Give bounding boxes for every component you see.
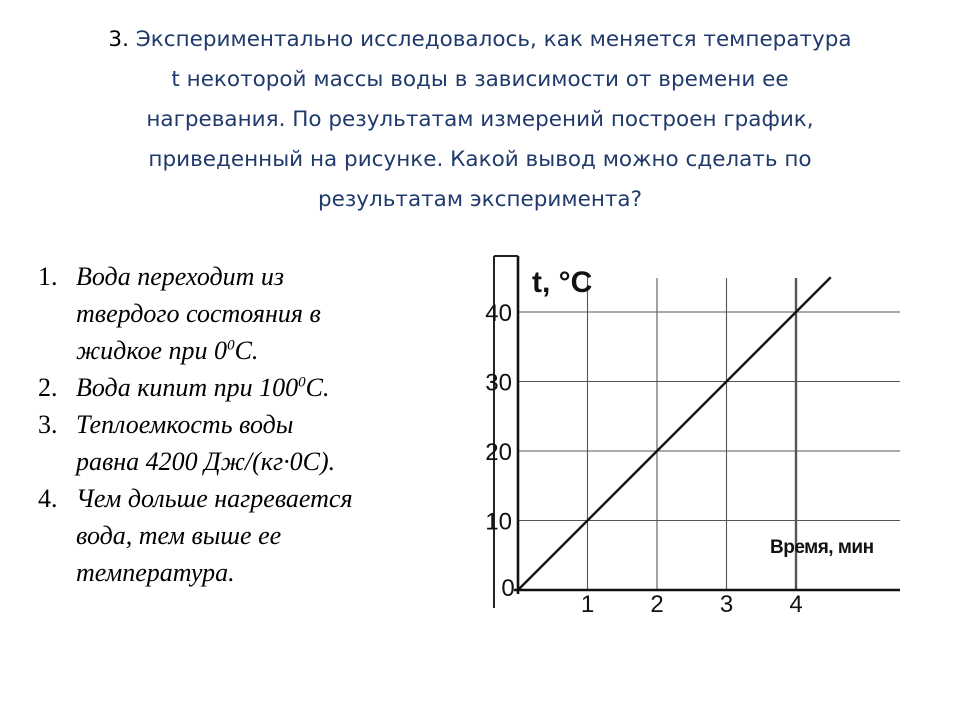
x-tick-label: 0 <box>501 575 515 602</box>
y-tick-label: 30 <box>485 369 512 397</box>
question-line-2: t некоторой массы воды в зависимости от времени ее <box>171 67 789 92</box>
answer-text-tail: С. <box>234 336 259 365</box>
x-axis-label: Время, мин <box>770 537 874 558</box>
chart-svg <box>474 248 900 620</box>
answer-line: Теплоемкость воды <box>76 410 294 439</box>
answer-list <box>38 258 448 591</box>
question-text <box>60 20 900 220</box>
answer-number: 4. <box>38 484 58 513</box>
degree-superscript: 0 <box>298 374 306 391</box>
x-tick-label: 1 <box>580 591 595 618</box>
y-tick-label: 10 <box>485 508 512 536</box>
answer-line: твердого состояния в <box>76 299 321 328</box>
x-tick-label: 3 <box>719 591 734 618</box>
y-axis-label: t, °C <box>532 266 593 299</box>
x-tick-label: 4 <box>789 591 803 618</box>
question-line <box>60 20 900 60</box>
answer-number: 2. <box>38 373 58 402</box>
answer-line: вода, тем выше ее <box>76 521 282 550</box>
answer-option-4[interactable] <box>38 480 448 591</box>
answer-number: 3. <box>38 410 58 439</box>
answer-text: жидкое при 0 <box>76 336 228 365</box>
question-line-1: Экспериментально исследовалось, как меняется температура <box>135 27 852 52</box>
answer-option-2[interactable] <box>38 369 448 406</box>
answer-line: температура. <box>76 558 235 587</box>
answer-line: равна 4200 Дж/(кг·0С). <box>76 447 336 476</box>
answer-option-1[interactable] <box>38 258 448 369</box>
x-tick-label: 2 <box>650 591 664 618</box>
answer-number: 1. <box>38 262 58 291</box>
answer-line: Вода переходит из <box>76 262 285 291</box>
question-number: 3. <box>108 27 129 52</box>
question-line-3: нагревания. По результатам измерений построен график, <box>146 107 814 132</box>
answer-line: Чем дольше нагревается <box>76 484 353 513</box>
tick-labels <box>485 300 802 618</box>
y-tick-label: 20 <box>485 439 512 466</box>
answer-text: Вода кипит при 100 <box>76 373 299 402</box>
answer-text-tail: С. <box>305 373 330 402</box>
degree-superscript: 0 <box>227 337 235 354</box>
temperature-graph <box>474 248 900 620</box>
y-tick-label: 40 <box>485 300 512 327</box>
answer-option-3[interactable] <box>38 406 448 480</box>
answer-line <box>76 369 448 406</box>
question-line-4: приведенный на рисунке. Какой вывод можно сделать по <box>148 147 812 172</box>
question-line-5: результатам эксперимента? <box>317 187 643 212</box>
answer-line <box>76 332 448 369</box>
